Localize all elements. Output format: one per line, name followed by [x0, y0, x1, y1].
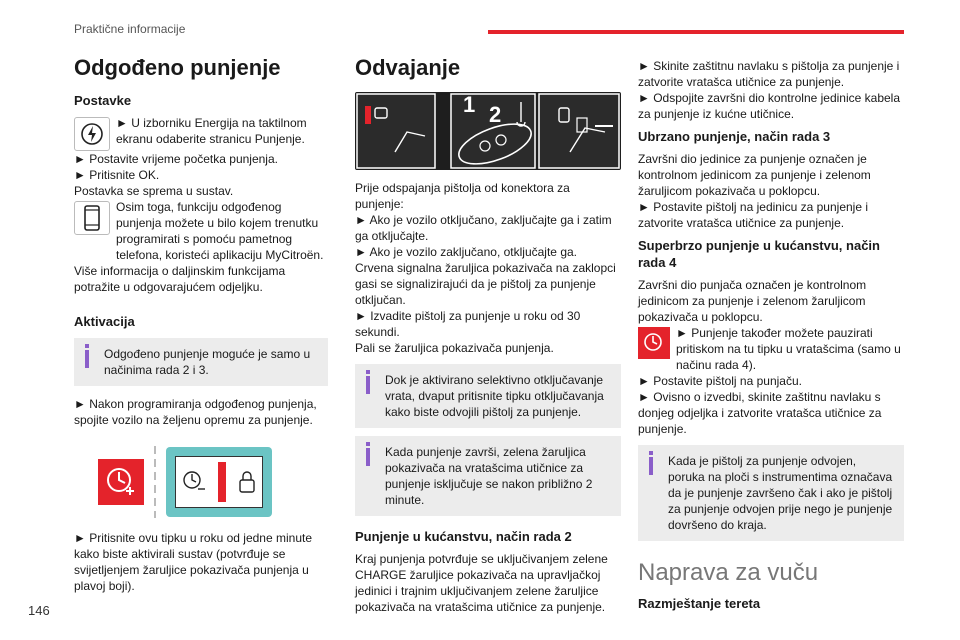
instruction-lock-unlock: ► Ako je vozilo otključano, zaključajte ga i zatim ga otključajte.: [355, 213, 612, 243]
info-icon: [366, 370, 370, 374]
instruction-press-ok: ► Pritisnite OK.: [74, 168, 160, 182]
mode3-text: Završni dio jedinice za punjenje označen je kontrolnom jedinicom za punjenje i zelenom žaruljicom pokazivača u poklopcu.: [638, 152, 871, 198]
charge-light-text: Pali se žaruljica pokazivača punjenja.: [355, 341, 554, 355]
header-accent-bar: [488, 30, 904, 34]
delayed-charge-button-icon: [98, 459, 144, 505]
instruction-remove-gun: ► Izvadite pištolj za punjenje u roku od 30 sekundi.: [355, 309, 581, 339]
charging-button-illustration: [98, 446, 328, 518]
smartphone-instruction: [74, 199, 328, 263]
activation-heading: Aktivacija: [74, 314, 135, 329]
section-title-disconnecting: Odvajanje: [355, 55, 461, 80]
instruction-connect-vehicle: ► Nakon programiranja odgođenog punjenja, spojite vozilo na željenu opremu za punjenje.: [74, 397, 317, 427]
info-icon: [649, 451, 653, 455]
note-modes-text: Odgođeno punjenje moguće je samo u načinima rada 2 i 3.: [104, 347, 311, 377]
column-2: [355, 54, 621, 615]
pause-button-icon: [638, 327, 670, 359]
red-light-text: Crvena signalna žaruljica pokazivača na zaklopci gasi se signalizirajući da je pištolj za punjenje otključan.: [355, 261, 616, 307]
column-1: [74, 54, 328, 594]
remote-functions-text: Više informacija o daljinskim funkcijama potražite u odgovarajućem odjeljku.: [74, 264, 286, 294]
note-selective-unlock-text: Dok je aktivirano selektivno otključavanje vrata, dvaput pritisnite tipku otključavanja kako biste odvojili pištolj za punjenje.: [385, 373, 604, 419]
instruction-place-on-charger: ► Postavite pištolj na punjaču.: [638, 374, 802, 388]
smartphone-icon: [74, 201, 110, 235]
settings-heading: Postavke: [74, 93, 132, 108]
clock-plug-icon: [181, 469, 207, 495]
mode2-text: Kraj punjenja potvrđuje se uključivanjem zelene CHARGE žaruljice pokazivača na upravljačkoj jedinici i trajnim uključivanjem zelene žaruljice pokazivača na vratašcima utičnice za punjenje.: [355, 552, 608, 614]
instruction-remove-cover: ► Skinite zaštitnu navlaku s pištolja za punjenje i zatvorite vratašca utičnice za punjenje.: [638, 59, 900, 89]
info-note-selective-unlock: [355, 364, 621, 428]
smartphone-programming-text: Osim toga, funkciju odgođenog punjenja možete u bilo kojem trenutku programirati s pomoću pametnog telefona, koristeći aplikaciju MyCitroën.: [116, 200, 324, 262]
note-gun-disconnected-text: Kada je pištolj za punjenje odvojen, poruka na ploči s instrumentima označava da je punjenje završeno čak i ako je pištolj za punjenje odvojen prije nego je punjenje dovršeno do kraja.: [668, 454, 893, 532]
key-label-1: 1: [463, 92, 476, 117]
section-title-towing-device: Naprava za vuču: [638, 559, 819, 586]
page-header: Praktične informacije: [74, 22, 186, 36]
key-fob-illustration: [355, 92, 621, 170]
column-3: [638, 58, 904, 618]
section-title-delayed-charging: Odgođeno punjenje: [74, 55, 281, 80]
load-distribution-heading: Razmještanje tereta: [638, 596, 761, 611]
info-icon: [85, 344, 89, 348]
instruction-remove-lower-cover: ► Ovisno o izvedbi, skinite zaštitnu navlaku s donjeg odjeljka i zatvorite vratašca utičnice za punjenje.: [638, 390, 882, 436]
mode2-heading: Punjenje u kućanstvu, način rada 2: [355, 529, 572, 544]
charging-flap-panel: [166, 447, 272, 517]
energy-instruction: [74, 115, 328, 151]
instruction-press-button: ► Pritisnite ovu tipku u roku od jedne minute kako biste aktivirali sustav (potvrđuje se svijetljenjem žaruljice pokazivača punjenja u plavoj boji).: [74, 531, 313, 593]
instruction-disconnect-unit: ► Odspojite završni dio kontrolne jedinice kabela za punjenje iz kućne utičnice.: [638, 91, 901, 121]
pause-text: ► Punjenje također možete pauzirati pritiskom na tu tipku u vratašcima (samo u načinu rada 4).: [676, 326, 901, 372]
mode4-text: Završni dio punjača označen je kontrolnom jedinicom za punjenje i zelenom žaruljicom pokazivača u poklopcu.: [638, 278, 867, 324]
info-note: [74, 338, 328, 386]
pause-instruction: [638, 325, 904, 373]
instruction-set-time: ► Postavite vrijeme početka punjenja.: [74, 152, 278, 166]
info-note-gun-disconnected: [638, 445, 904, 541]
setting-saved-text: Postavka se sprema u sustav.: [74, 184, 234, 198]
page-number: 146: [28, 603, 50, 618]
instruction-place-gun: ► Postavite pištolj na jedinicu za punjenje i zatvorite vratašca utičnice za punjenje.: [638, 200, 869, 230]
mode4-heading: Superbrzo punjenje u kućanstvu, način rada 4: [638, 238, 880, 270]
lock-icon: [237, 470, 257, 494]
instruction-unlock: ► Ako je vozilo zaključano, otključajte ga.: [355, 245, 577, 259]
instruction-energy-menu: ► U izborniku Energija na taktilnom ekranu odaberite stranicu Punjenje.: [116, 116, 307, 146]
before-disconnect-text: Prije odspajanja pištolja od konektora za punjenje:: [355, 181, 570, 211]
info-icon: [366, 442, 370, 446]
energy-icon: [74, 117, 110, 151]
key-label-2: 2: [489, 102, 502, 127]
mode3-heading: Ubrzano punjenje, način rada 3: [638, 129, 831, 144]
note-charge-complete-text: Kada punjenje završi, zelena žaruljica pokazivača na vratašcima utičnice za punjenje isključuje se nakon približno 2 minute.: [385, 445, 593, 507]
info-note-charge-complete: [355, 436, 621, 516]
